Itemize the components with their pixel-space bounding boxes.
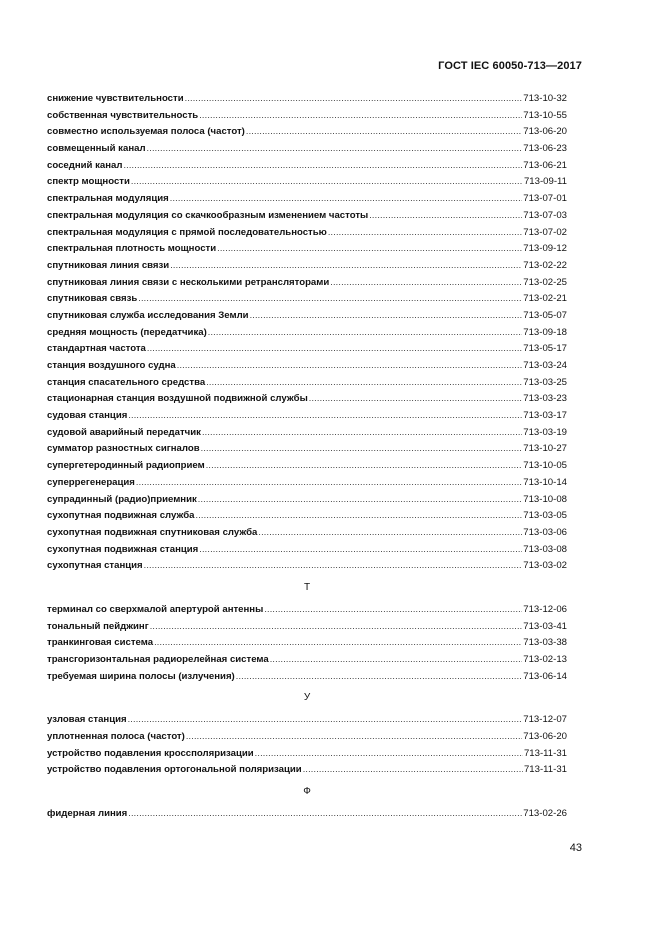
index-section	[47, 778, 567, 822]
index-entry	[47, 668, 567, 685]
index-term-reference: 713-02-21	[523, 293, 567, 305]
section-letter-heading: У	[303, 692, 311, 704]
dot-leader	[170, 257, 522, 274]
index-entry	[47, 728, 567, 745]
index-entry	[47, 524, 567, 541]
index-term: сухопутная подвижная спутниковая служба	[47, 526, 258, 538]
index-term: супрадинный (радио)приемник	[47, 493, 197, 505]
index-entry	[47, 407, 567, 424]
index-section	[47, 684, 567, 778]
index-term: стационарная станция воздушной подвижной службы	[47, 393, 308, 405]
index-term: спутниковая линия связи с несколькими ретрансляторами	[47, 276, 330, 288]
dot-leader	[236, 668, 523, 685]
dot-leader	[177, 357, 523, 374]
index-term: собственная чувствительность	[47, 109, 199, 121]
dot-leader	[154, 634, 522, 651]
index-entry	[47, 224, 567, 241]
index-term-reference: 713-12-07	[523, 714, 567, 726]
index-entry	[47, 207, 567, 224]
index-entry	[47, 374, 567, 391]
index-term: спектральная модуляция	[47, 193, 169, 205]
index-term-reference: 713-02-26	[523, 808, 567, 820]
dot-leader	[199, 107, 522, 124]
index-term-reference: 713-09-11	[523, 176, 567, 188]
dot-leader	[369, 207, 522, 224]
index-term-reference: 713-12-06	[523, 603, 567, 615]
dot-leader	[123, 157, 522, 174]
index-entry	[47, 651, 567, 668]
dot-leader	[147, 140, 523, 157]
index-term: супергетеродинный радиоприем	[47, 460, 205, 472]
index-term-reference: 713-06-14	[523, 670, 567, 682]
index-entry	[47, 634, 567, 651]
dot-leader	[250, 307, 523, 324]
index-term-reference: 713-06-20	[523, 731, 567, 743]
index-entry	[47, 123, 567, 140]
index-term: спектральная плотность мощности	[47, 243, 217, 255]
dot-leader	[198, 491, 522, 508]
index-term-reference: 713-03-06	[523, 526, 567, 538]
index-term: спутниковая линия связи	[47, 259, 170, 271]
index-term-reference: 713-03-05	[523, 510, 567, 522]
index-term: суперрегенерация	[47, 476, 135, 488]
index-term: тональный пейджинг	[47, 620, 149, 632]
index-entry	[47, 340, 567, 357]
index-term-reference: 713-11-31	[523, 747, 567, 759]
index-term-reference: 713-03-23	[523, 393, 567, 405]
index-term-reference: 713-02-13	[523, 654, 567, 665]
index-entry	[47, 745, 567, 762]
index-entry	[47, 390, 567, 407]
index-term: спектр мощности	[47, 176, 130, 188]
index-entry	[47, 474, 567, 491]
index-term: спектральная модуляция со скачкообразным изменением частоты	[47, 209, 369, 221]
index-entry	[47, 324, 567, 341]
dot-leader	[138, 290, 522, 307]
index-term-reference: 713-03-17	[523, 410, 567, 422]
index-term: средняя мощность (передатчика)	[47, 326, 207, 338]
index-term: совмещенный канал	[47, 143, 146, 155]
index-term: станция воздушного судна	[47, 360, 176, 371]
index-entry	[47, 761, 567, 778]
index-term-reference: 713-03-08	[523, 543, 567, 555]
index-entry	[47, 491, 567, 508]
dot-leader	[185, 90, 523, 107]
dot-leader	[128, 805, 522, 822]
dot-leader	[131, 173, 523, 190]
dot-leader	[201, 440, 523, 457]
index-term: сухопутная станция	[47, 560, 143, 572]
dot-leader	[270, 651, 523, 668]
dot-leader	[330, 274, 522, 291]
dot-leader	[217, 240, 522, 257]
index-entry	[47, 257, 567, 274]
index-entry	[47, 805, 567, 822]
index-term-reference: 713-03-38	[523, 637, 567, 649]
document-standard-header: ГОСТ IEC 60050-713—2017	[438, 60, 582, 72]
dot-leader	[144, 557, 523, 574]
dot-leader	[150, 618, 523, 635]
dot-leader	[255, 745, 523, 762]
index-entry	[47, 274, 567, 291]
index-term-reference: 713-10-27	[523, 443, 567, 455]
index-term-reference: 713-10-55	[523, 109, 567, 121]
alphabetical-term-index	[47, 90, 567, 822]
index-term: сухопутная подвижная станция	[47, 543, 199, 555]
page-number: 43	[569, 842, 582, 854]
index-term: стандартная частота	[47, 343, 146, 355]
index-term-reference: 713-03-19	[523, 426, 567, 438]
index-term: спутниковая связь	[47, 293, 138, 305]
index-term: спутниковая служба исследования Земли	[47, 309, 249, 321]
dot-leader	[206, 374, 522, 391]
index-entry	[47, 140, 567, 157]
dot-leader	[258, 524, 522, 541]
dot-leader	[246, 123, 522, 140]
index-term: снижение чувствительности	[47, 93, 184, 104]
index-term: узловая станция	[47, 714, 127, 726]
index-term-reference: 713-03-25	[523, 376, 567, 388]
dot-leader	[202, 424, 522, 441]
index-entry	[47, 357, 567, 374]
index-term-reference: 713-06-23	[523, 143, 567, 155]
index-term-reference: 713-10-08	[523, 493, 567, 505]
section-letter-heading: Ф	[303, 786, 311, 798]
index-entry	[47, 541, 567, 558]
index-term: соседний канал	[47, 159, 123, 171]
index-entry	[47, 290, 567, 307]
index-term: спектральная модуляция с прямой последовательностью	[47, 226, 327, 238]
index-term: устройство подавления ортогональной поляризации	[47, 764, 302, 776]
index-term-reference: 713-09-12	[523, 243, 567, 255]
dot-leader	[186, 728, 522, 745]
index-term: уплотненная полоса (частот)	[47, 731, 185, 743]
dot-leader	[303, 761, 523, 778]
index-term: фидерная линия	[47, 808, 128, 820]
dot-leader	[264, 601, 522, 618]
index-term: транкинговая система	[47, 637, 154, 649]
index-entry	[47, 107, 567, 124]
index-term-reference: 713-07-03	[523, 209, 567, 221]
index-term-reference: 713-02-22	[523, 259, 567, 271]
section-letter-heading: Т	[303, 581, 311, 593]
index-term: устройство подавления кроссполяризации	[47, 747, 254, 759]
dot-leader	[309, 390, 522, 407]
index-term: требуемая ширина полосы (излучения)	[47, 670, 235, 682]
index-term: судовой аварийный передатчик	[47, 426, 201, 438]
index-entry	[47, 601, 567, 618]
index-term: судовая станция	[47, 410, 128, 422]
index-term: сумматор разностных сигналов	[47, 443, 200, 455]
index-term-reference: 713-09-18	[523, 326, 567, 338]
index-entry	[47, 190, 567, 207]
dot-leader	[128, 407, 522, 424]
index-term-reference: 713-03-24	[523, 360, 567, 371]
dot-leader	[147, 340, 522, 357]
index-term-reference: 713-03-02	[523, 560, 567, 572]
index-entry	[47, 157, 567, 174]
index-entry	[47, 457, 567, 474]
dot-leader	[208, 324, 522, 341]
index-term-reference: 713-05-17	[523, 343, 567, 355]
index-term-reference: 713-10-05	[523, 460, 567, 472]
index-term-reference: 713-06-20	[523, 126, 567, 138]
index-term-reference: 713-10-32	[523, 93, 567, 104]
index-entry	[47, 307, 567, 324]
index-term-reference: 713-03-41	[523, 620, 567, 632]
index-term: совместно используемая полоса (частот)	[47, 126, 245, 138]
index-entry	[47, 711, 567, 728]
index-term-reference: 713-05-07	[523, 309, 567, 321]
dot-leader	[196, 507, 523, 524]
dot-leader	[128, 711, 523, 728]
index-term: трансгоризонтальная радиорелейная система	[47, 654, 269, 665]
index-term-reference: 713-11-31	[523, 764, 567, 776]
index-entry	[47, 240, 567, 257]
index-entry	[47, 507, 567, 524]
index-term-reference: 713-07-01	[523, 193, 567, 205]
index-section	[47, 574, 567, 684]
index-term: станция спасательного средства	[47, 376, 206, 388]
dot-leader	[136, 474, 522, 491]
dot-leader	[170, 190, 522, 207]
index-entry	[47, 173, 567, 190]
index-term-reference: 713-10-14	[523, 476, 567, 488]
index-entry	[47, 424, 567, 441]
index-entry	[47, 440, 567, 457]
dot-leader	[199, 541, 522, 558]
dot-leader	[206, 457, 523, 474]
index-term-reference: 713-02-25	[523, 276, 567, 288]
index-entry	[47, 618, 567, 635]
index-entry	[47, 90, 567, 107]
dot-leader	[328, 224, 522, 241]
index-entry	[47, 557, 567, 574]
index-term-reference: 713-07-02	[523, 226, 567, 238]
index-term: сухопутная подвижная служба	[47, 510, 195, 522]
index-term-reference: 713-06-21	[523, 159, 567, 171]
index-term: терминал со сверхмалой апертурой антенны	[47, 603, 264, 615]
index-section	[47, 90, 567, 574]
